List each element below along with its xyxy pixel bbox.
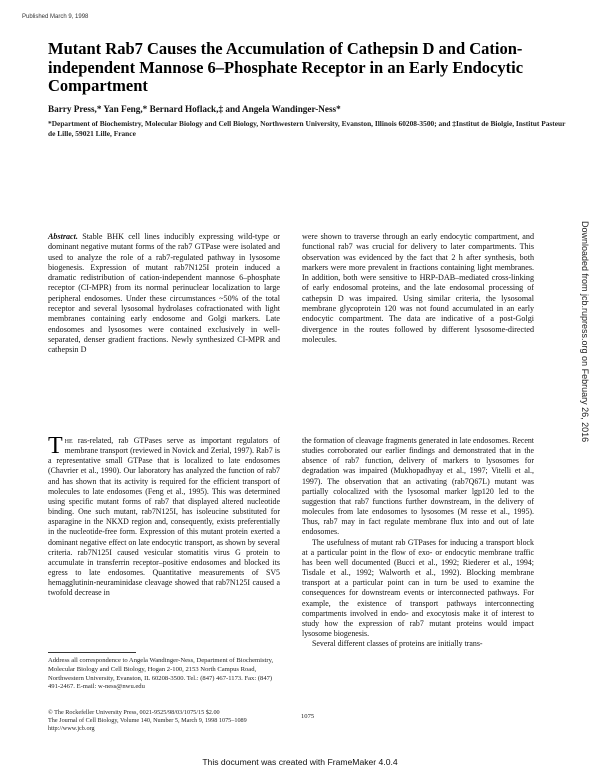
affiliations: *Department of Biochemistry, Molecular Biology and Cell Biology, Northwestern University, Evanston, Illinois 60208-3500; and ‡Institut de Biolgie, Institut Pasteur de Lille, 59021 Lille, France bbox=[48, 119, 566, 138]
framemaker-note: This document was created with FrameMaker 4.0.4 bbox=[202, 757, 398, 767]
body-left-column bbox=[48, 433, 280, 599]
author-list: Barry Press,* Yan Feng,* Bernard Hoflack,‡ and Angela Wandinger-Ness* bbox=[48, 104, 341, 114]
body-paragraph-2: The usefulness of mutant rab GTPases for inducing a transport block at a particular point in the flow of exo- or endocytic membrane traffic has been well documented (Bucci et al., 1992; Riederer et al., 1994; Tisdale et al., 1992; Walworth et al., 1992). Blocking membrane transport at a particular point can in turn be used to examine the consequences for downstream events or interconnected pathways. For example, the existence of transport pathways interconnecting compartments involved in endo- and exocytosis make it of interest to study how the expression of rab7 mutant proteins would impact lysosome biogenesis. bbox=[302, 537, 534, 638]
journal-url: http://www.jcb.org bbox=[48, 725, 95, 732]
page-number: 1075 bbox=[301, 713, 315, 720]
copyright-block bbox=[48, 709, 308, 733]
download-sidebar-svg bbox=[578, 221, 594, 521]
download-notice: Downloaded from jcb.rupress.org on February 26, 2016 bbox=[580, 221, 590, 443]
drop-cap: T bbox=[48, 433, 63, 459]
body-paragraph-1: the formation of cleavage fragments generated in late endosomes. Recent studies corroborated our earlier findings and demonstrated that in the absence of rab7 function, delivery of markers to lysosomes for degradation was impaired (Mukhopadhyay et al., 1997; Vitelli et al., 1997). The observation that an activating (rab7Q67L) mutant was partially colocalized with the lysosomal marker lgp120 led to the suggestion that rab7 functions further downstream, in the delivery of molecules from late endosomes to lysosomes (M resse et al., 1995). Thus, rab7 may in fact regulate membrane flux into and out of late endosomes. bbox=[302, 436, 534, 537]
abstract-text-left: Stable BHK cell lines inducibly expressing wild-type or dominant negative mutant forms of the rab7 GTPase were isolated and used to analyze the role of a rab7-regulated pathway in lysosome biogenesis. Expression of mutant rab7N125I protein induced a dramatic redistribution of cation-independent mannose 6–phosphate receptor (CI-MPR) from its normal perinuclear localization to large peripheral endosomes. Under these circumstances ~50% of the total receptor and several lysosomal hydrolases cofractionated with light membranes containing early endosome and Golgi markers. Late endosomes and lysosomes were contained exclusively in well-separated, denser gradient fractions. Newly synthesized CI-MPR and cathepsin D bbox=[48, 232, 280, 355]
footnote-rule bbox=[48, 652, 136, 653]
article-title: Mutant Rab7 Causes the Accumulation of Cathepsin D and Cation-independent Mannose 6–Phosphate Receptor in an Early Endocytic Compartment bbox=[48, 39, 524, 95]
abstract-right-column bbox=[302, 232, 534, 345]
correspondence-footnote: Address all correspondence to Angela Wandinger-Ness, Department of Biochemistry, Molecular Biology and Cell Biology, Hogan 2-100, 2153 North Campus Road, Northwestern University, Evanston, IL 60208-3500. Tel.: (847) 467-1173. Fax: (847) 491-2467. E-mail: w-ness@nwu.edu bbox=[48, 657, 274, 691]
abstract-label: Abstract. bbox=[48, 232, 78, 241]
abstract-left-column bbox=[48, 232, 280, 356]
body-paragraph-3: Several different classes of proteins are initially trans- bbox=[312, 639, 483, 649]
lead-word: he bbox=[64, 436, 73, 445]
download-sidebar bbox=[578, 221, 594, 521]
journal-citation: The Journal of Cell Biology, Volume 140, Number 5, March 9, 1998 1075–1089 bbox=[48, 717, 247, 724]
abstract-text-right: were shown to traverse through an early endocytic compartment, and functional rab7 was crucial for delivery to later compartments. This observation was evidenced by the fact that 2 h after synthesis, both markers were more prevalent in fractions containing light membranes. In addition, both were sensitive to HRP-DAB–mediated cross-linking of early endosomal proteins, and the late endosomal processing of cathepsin D was impaired. Using similar criteria, the lysosomal membrane glycoprotein 120 was not found accumulated in an early endocytic compartment. The data are indicative of a post-Golgi divergence in the routes followed by different lysosome-directed molecules. bbox=[302, 232, 534, 344]
published-date: Published March 9, 1998 bbox=[22, 14, 89, 20]
body-right-column bbox=[302, 436, 534, 649]
copyright-line: © The Rockefeller University Press, 0021-9525/98/03/1075/15 $2.00 bbox=[48, 709, 220, 716]
body-text-left: ras-related, rab GTPases serve as important regulators of membrane transport (reviewed in Novick and Zerial, 1997). Rab7 is a representative small GTPase that is localized to late endosomes (Chavrier et al., 1990). Our laboratory has analyzed the function of rab7 and has shown that its activity is required for the efficient transport of molecules to late endosomes (Feng et al., 1995). This was determined using specific mutant forms of rab7 that displayed altered nucleotide binding. One such mutant, rab7N125I, has isoleucine substituted for asparagine in the NKXD region and, consequently, exists preferentially in the nucleotide-free form. Expression of this mutant protein exerted a dominant negative effect on late endocytic transport, as shown by several criteria. rab7N125I caused vesicular stomatitis virus G protein to accumulate in transferrin receptor–positive endosomes and blocked its egress to late endosomes. Quantitative measurements of SV5 hemagglutinin-neuraminidase cleavage showed that rab7N125I caused a twofold decrease in bbox=[48, 436, 280, 598]
